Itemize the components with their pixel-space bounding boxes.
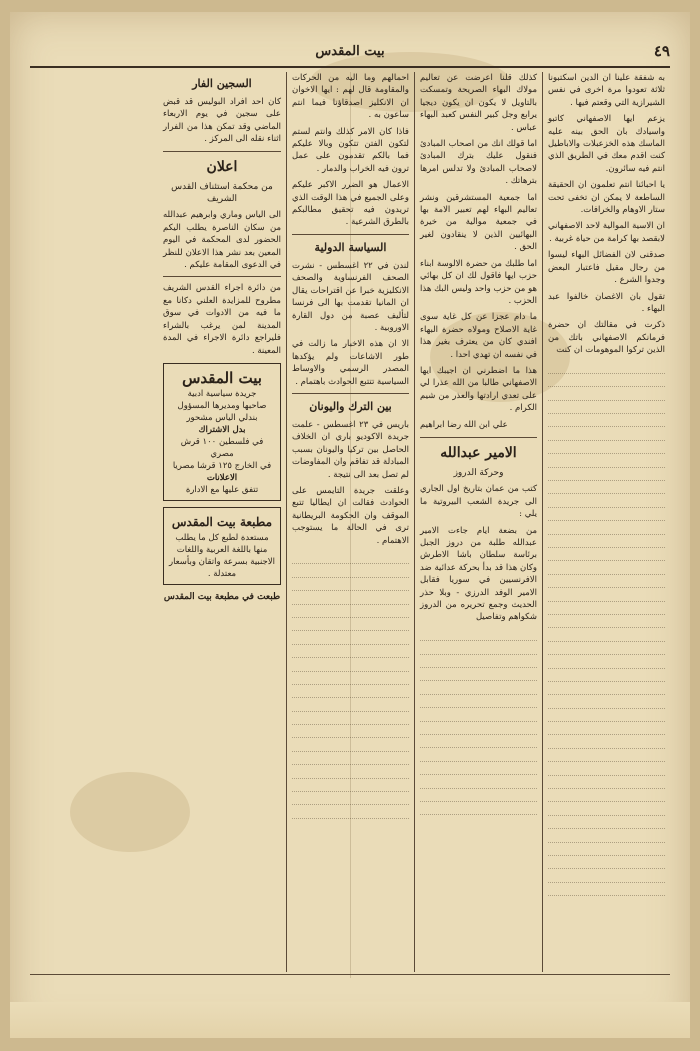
masthead-title: بيت المقدس <box>182 368 262 387</box>
article-signature: علي ابن الله رضا ابراهيم <box>420 419 508 430</box>
header-rule <box>30 66 670 68</box>
column-1 <box>542 72 670 972</box>
paragraph: لندن في ٢٢ اغسطس - نشرت الصحف الفرنساوية والصحف الانكليزية خبرا عن اقتراحات يقال ان المانيا تقدمت بها الى فرنسا لتأليف عصبة من دول القارة الاوروبية . <box>292 260 409 333</box>
paragraph: اما جمعية المستشرقين ونشر تعاليم البهاء لهم تعبير الامة بها في جمعية موالية من خيرة البهائيين الذين لا ينقادون لغير الحق . <box>420 192 537 253</box>
article-title: الامير عبدالله <box>440 444 517 461</box>
paper-bottom-margin <box>10 1002 690 1038</box>
section-title: بين الترك واليونان <box>309 399 392 413</box>
section-rule <box>292 393 409 394</box>
paragraph: كان احد افراد البوليس قد قبض على سجين في يوم الاربعاء الماضي وقد تمكن هذا من الفرار اثناء نقله الى المركز . <box>163 97 281 145</box>
article-subtitle: وحركة الدروز <box>453 467 504 478</box>
masthead-line: بندلي الياس مشحور <box>186 412 258 423</box>
press-box <box>163 507 281 585</box>
masthead-line: الاعلانات <box>206 472 238 483</box>
text-lines <box>292 551 409 819</box>
paragraph: فاذا كان الامر كذلك وانتم لستم لتكون الفتن تتكون وبالا عليكم فما بالكم تقدمون على عمل ترون فيه الخراب والدمار . <box>292 126 409 174</box>
column-3 <box>286 72 414 972</box>
column-4 <box>158 72 286 972</box>
paragraph: صدقنى لان الفضائل البهاء ليسوا من رجال مقيل فاعتبار البعض وجدوا الشرع . <box>548 250 665 286</box>
notice-subtitle: من محكمة استئناف القدس الشريف <box>171 181 273 205</box>
notice-title: اعلان <box>206 158 238 175</box>
paragraph: به شفقة علينا ان الدين اسكتبونا ثلاثة تعودوا مرة اخرى في نفس الشيرازية التي وقعتم فيها . <box>548 73 665 108</box>
running-title: بيت المقدس <box>315 43 385 59</box>
paragraph: وعلقت جريدة التايمس على الحوادث فقالت ان ايطاليا تتبع الموقف وان الحكومة البريطانية ترى في الحالة ما يستوجب الاهتمام . <box>292 485 409 546</box>
masthead-line: في فلسطين ١٠٠ قرش مصري <box>180 436 264 459</box>
masthead-line: تتفق عليها مع الادارة <box>185 484 259 495</box>
paragraph: الاعمال هو الضرر الاكبر عليكم وعلى الجميع في هذا الوقت الذي تريدون فيه تحقيق مطالبكم بالطرق الشرعية . <box>292 180 409 228</box>
section-title: السياسة الدولية <box>314 240 387 254</box>
paragraph: اما طلبك من حضرة الالوسة ابناء حزب ايها فاقول لك ان كل بهائي هو من حزب واحد وليس البك هذا الحزب . <box>420 258 537 306</box>
paragraph: اما قولك انك من اصحاب المبادئ فنقول عليك بترك المبادئ لاصحاب المبادئ ولا تدلس امرها بترهاتك . <box>420 139 537 187</box>
masthead-line: جريدة سياسية ادبية <box>187 388 257 399</box>
masthead-line: صاحبها ومديرها المسؤول <box>177 400 267 411</box>
section-rule <box>292 234 409 235</box>
text-lines <box>420 628 537 815</box>
newspaper-page <box>10 12 690 1038</box>
text-lines <box>548 361 665 897</box>
columns <box>30 72 670 972</box>
masthead-box <box>163 363 281 501</box>
paragraph: ما دام عجزا عن كل غاية سوى غاية الاصلاح ومولاه حضرة البهاء افندي كان من يعترف بغير هذا في نفسه ان تهدي احدا . <box>420 312 537 360</box>
paragraph: هذا ما اضطرني ان اجيبك ايها الاصفهاني طالبا من الله عذرا لي على تعدي ارادتها والعذر من شيم الكرام . <box>420 365 537 414</box>
press-text: مستعدة لطبع كل ما يطلب منها باللغة العربية واللغات الاجنبية بسرعة واتقان وبأسعار معتدلة . <box>168 532 276 579</box>
paragraph: الى الياس وماري وابرهيم عبدالله من سكان الناصرة يطلب اليكم الحضور لدى المحكمة في اليوم المعين بعد نشر هذا الاعلان للنظر في الدعوى المقامة عليكم . <box>163 210 281 271</box>
masthead-line: في الخارج ١٢٥ قرشا مصريا <box>172 460 272 471</box>
paragraph: يزعم ايها الاصفهاني كاتبو واسيادك بان الحق بينه عليه الماسك هذه الخزعبلات والاباطيل كنت اقدم معك في الطريق الذي انتم فيه سائرون. <box>548 114 665 174</box>
section-rule <box>163 276 281 277</box>
bottom-rule <box>30 974 670 975</box>
paragraph: تقول بان الاغصان خالفوا عبد البهاء . <box>548 291 665 314</box>
page-header <box>30 40 670 62</box>
paragraph: ذكرت في مقالتك ان حضرة فرمانكم الاصفهاني باتك من الذين تركوا الموهومات ان كنت <box>548 320 665 356</box>
section-rule <box>163 151 281 152</box>
paragraph: من بضعة ايام جاءت الامير عبدالله طلبة من دروز الجبل برئاسة سلطان باشا الاطرش وكان هذا قد بدأ بحركة عدائية ضد الافرنسيين في سوريا فقابل الامير الوفد الدرزي - وبلا حذر الحديث وجمع تحريره من الدروز شكواهم وتفاصيل <box>420 525 537 623</box>
paragraph: ان الاسية الموالية لاحد الاصفهاني لابقصد بها كرامة من حياة غربية . <box>548 221 665 244</box>
news-title: السجين الفار <box>192 77 252 90</box>
press-title: مطبعة بيت المقدس <box>171 514 273 529</box>
paragraph: من دائرة اجراء القدس الشريف مطروح للمزايدة العلني دكانا مع ما فيه من الادوات في سوق المدينة لمن يرغب بالشراء فليراجع دائرة الاجراء في المدة المعينة . <box>163 283 281 356</box>
page-number: ٤٩ <box>653 42 670 60</box>
paragraph: احمالهم وما اليه من الحركات والمقاومة قال لهم : ايها الاخوان ان الانكليز اصدقاؤنا فيما انتم ساعون به . <box>292 73 409 121</box>
paragraph: كتب من عمان بتاريخ اول الجاري الى جريدة الشعب البيروتية ما يلي : <box>420 484 537 520</box>
section-rule <box>420 437 537 438</box>
paragraph: يا احبائنا انتم تعلمون ان الحقيقة الساطعة لا يمكن ان تخفى تحت ستار الاوهام والخرافات. <box>548 180 665 216</box>
footer-imprint: طبعت في مطبعة بيت المقدس <box>163 591 281 602</box>
paragraph: كذلك قلنا اعرضت عن تعاليم مولاك البهاء الصريحة وتمسكت بالتاويل لا يكون ان يكون ديجيا يرابع وجل كبير النفس كعبد البهاء عباس . <box>420 73 537 133</box>
paragraph: الا ان هذه الاخبار ما زالت في طور الاشاعات ولم يؤكدها المصدر الرسمي والاوساط السياسية تتتبع الحوادث باهتمام . <box>292 339 409 387</box>
masthead-line: بدل الاشتراك <box>198 424 246 435</box>
paragraph: باريس في ٢٣ اغسطس - علمت جريدة الاكوديو باري ان الخلاف الحاصل بين تركيا واليونان بسبب المبادلة قد تفاقم وان المفاوضات لم تصل بعد الى نتيجة . <box>292 419 409 480</box>
column-2 <box>414 72 542 972</box>
